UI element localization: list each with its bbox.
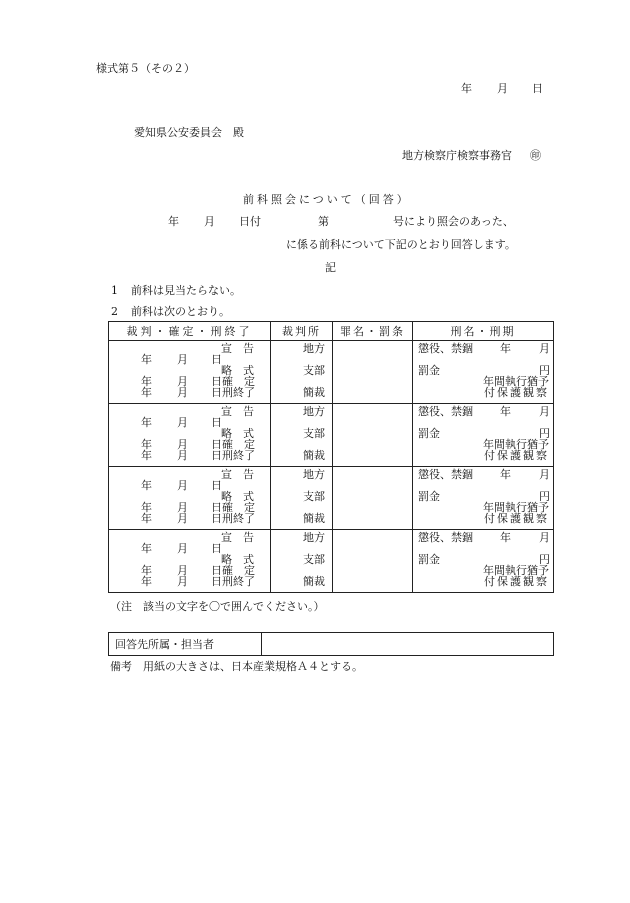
month-label: 月 [177,353,188,366]
month-label: 月 [177,564,188,577]
court-cell[interactable] [271,404,333,467]
day-label: 日 [211,479,222,492]
confirmed-label: 日確 定 [211,438,255,451]
contact-row [109,633,554,656]
month-label: 月 [177,575,188,588]
penalty-month-label: 月 [539,468,550,481]
court-branch-label: 支部 [303,490,325,503]
term-end-label: 日刑終了 [211,449,255,462]
item-text: 前科は見当たらない。 [131,284,241,297]
remarks-text: 備考 用紙の大きさは、日本産業規格Ａ４とする。 [110,660,363,673]
term-end-label: 日刑終了 [211,575,255,588]
summary-label: 略 式 [221,490,254,503]
summary-label: 略 式 [221,427,254,440]
year-label: 年 [141,542,152,555]
record-heading: 記 [325,261,336,274]
sentence-label: 宣 告 [221,531,254,544]
court-summary-label: 簡裁 [303,449,325,462]
month-label: 月 [177,375,188,388]
ref-number-suffix: 号により照会のあった、 [393,215,514,228]
penalty-cell[interactable] [413,341,554,404]
fine-label: 罰金 [418,553,440,566]
intro-text: に係る前科について下記のとおり回答します。 [286,238,516,251]
col-header-court: 裁判所 [271,322,333,341]
penalty-month-label: 月 [539,342,550,355]
suspended-label: 年間執行猶予 [483,438,549,451]
page-title: 前科照会について（回答） [243,193,411,206]
confirmed-label: 日確 定 [211,501,255,514]
court-branch-label: 支部 [303,364,325,377]
sentence-label: 宣 告 [221,342,254,355]
month-label: 月 [177,479,188,492]
fine-label: 罰金 [418,427,440,440]
contact-table [108,632,554,656]
contact-label: 回答先所属・担当者 [109,633,262,656]
month-label: 月 [177,512,188,525]
year-label: 年 [141,386,152,399]
note-text: （注 該当の文字を〇で囲んでください。） [110,600,325,613]
penalty-type-label: 懲役、禁錮 [418,342,473,355]
year-label: 年 [141,501,152,514]
criminal-record-table [108,321,554,593]
year-label: 年 [141,512,152,525]
yen-label: 円 [539,553,550,566]
court-cell[interactable] [271,467,333,530]
sentence-label: 宣 告 [221,405,254,418]
item-number: 1 [111,284,118,297]
penalty-cell[interactable] [413,467,554,530]
month-label: 月 [177,542,188,555]
fine-label: 罰金 [418,490,440,503]
col-header-penalty: 刑名・刑期 [413,322,554,341]
day-label: 日 [211,542,222,555]
judgment-cell[interactable] [109,341,271,404]
ref-month: 月 [204,215,215,228]
yen-label: 円 [539,490,550,503]
confirmed-label: 日確 定 [211,375,255,388]
court-cell[interactable] [271,530,333,593]
probation-label: 付保護観察 [484,575,549,588]
judgment-cell[interactable] [109,467,271,530]
court-cell[interactable] [271,341,333,404]
summary-label: 略 式 [221,364,254,377]
offense-cell[interactable] [333,404,413,467]
penalty-type-label: 懲役、禁錮 [418,531,473,544]
month-label: 月 [177,386,188,399]
court-summary-label: 簡裁 [303,575,325,588]
sender: 地方検察庁検察事務官 [402,149,512,162]
court-branch-label: 支部 [303,553,325,566]
month-label: 月 [177,449,188,462]
penalty-type-label: 懲役、禁錮 [418,405,473,418]
year-label: 年 [141,353,152,366]
summary-label: 略 式 [221,553,254,566]
form-number: 様式第５（その２） [96,62,195,75]
addressee: 愛知県公安委員会 殿 [134,126,244,139]
table-header-row [109,322,554,341]
judgment-cell[interactable] [109,404,271,467]
penalty-month-label: 月 [539,405,550,418]
fine-label: 罰金 [418,364,440,377]
sentence-label: 宣 告 [221,468,254,481]
year-label: 年 [141,416,152,429]
day-label: 日 [211,353,222,366]
year-label: 年 [141,479,152,492]
seal-icon: ㊞ [530,149,541,162]
probation-label: 付保護観察 [484,512,549,525]
probation-label: 付保護観察 [484,386,549,399]
judgment-cell[interactable] [109,530,271,593]
offense-cell[interactable] [333,341,413,404]
item-number: 2 [111,305,118,318]
date-day-label: 日 [532,82,543,95]
penalty-year-label: 年 [500,468,511,481]
court-district-label: 地方 [303,405,325,418]
suspended-label: 年間執行猶予 [483,501,549,514]
ref-year: 年 [168,215,179,228]
table-row [109,530,554,593]
penalty-cell[interactable] [413,530,554,593]
penalty-year-label: 年 [500,342,511,355]
court-district-label: 地方 [303,468,325,481]
item-text: 前科は次のとおり。 [131,305,230,318]
penalty-type-label: 懲役、禁錮 [418,468,473,481]
table-row [109,404,554,467]
court-district-label: 地方 [303,342,325,355]
month-label: 月 [177,438,188,451]
offense-cell[interactable] [333,530,413,593]
court-summary-label: 簡裁 [303,512,325,525]
offense-cell[interactable] [333,467,413,530]
year-label: 年 [141,375,152,388]
court-branch-label: 支部 [303,427,325,440]
date-year-label: 年 [461,82,472,95]
month-label: 月 [177,501,188,514]
year-label: 年 [141,575,152,588]
date-month-label: 月 [497,82,508,95]
month-label: 月 [177,416,188,429]
suspended-label: 年間執行猶予 [483,564,549,577]
col-header-judgment: 裁判・確定・刑終了 [109,322,271,341]
yen-label: 円 [539,364,550,377]
year-label: 年 [141,438,152,451]
suspended-label: 年間執行猶予 [483,375,549,388]
col-header-offense: 罪名・罰条 [333,322,413,341]
penalty-year-label: 年 [500,531,511,544]
table-row [109,341,554,404]
table-row [109,467,554,530]
ref-number-prefix: 第 [318,215,329,228]
penalty-cell[interactable] [413,404,554,467]
court-district-label: 地方 [303,531,325,544]
year-label: 年 [141,564,152,577]
court-summary-label: 簡裁 [303,386,325,399]
yen-label: 円 [539,427,550,440]
confirmed-label: 日確 定 [211,564,255,577]
year-label: 年 [141,449,152,462]
ref-day: 日付 [239,215,261,228]
term-end-label: 日刑終了 [211,512,255,525]
term-end-label: 日刑終了 [211,386,255,399]
penalty-year-label: 年 [500,405,511,418]
contact-field[interactable] [262,633,554,656]
day-label: 日 [211,416,222,429]
penalty-month-label: 月 [539,531,550,544]
probation-label: 付保護観察 [484,449,549,462]
